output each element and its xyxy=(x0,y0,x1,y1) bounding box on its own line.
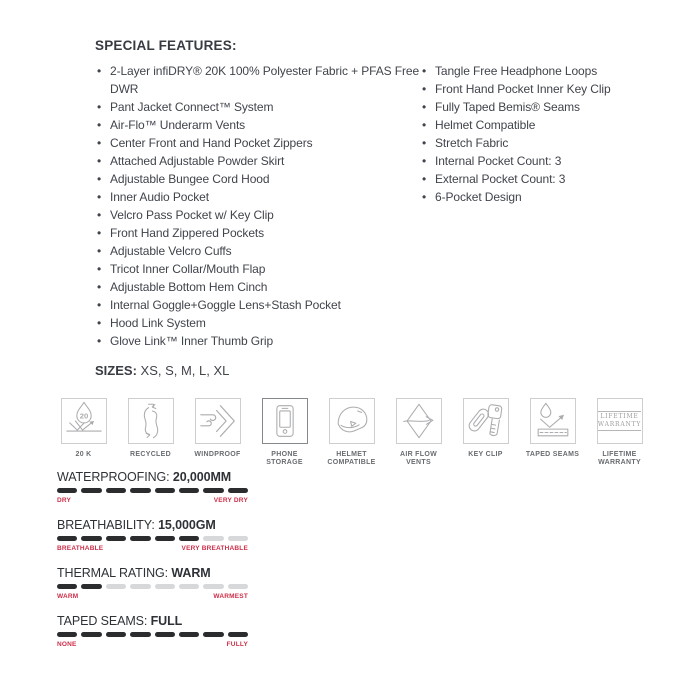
sizes-values: XS, S, M, L, XL xyxy=(136,363,230,378)
rating-segment xyxy=(81,584,101,589)
rating-segment xyxy=(106,584,126,589)
feature-item: • 2-Layer infiDRY® 20K 100% Polyester Fabric + PFAS Free DWR xyxy=(95,62,420,98)
icon-cell-20k xyxy=(50,398,117,467)
rating-segment xyxy=(57,632,77,637)
rating-segment xyxy=(81,632,101,637)
icon-label-key-clip: KEY CLIP xyxy=(468,451,503,458)
rating-segment xyxy=(228,536,248,541)
rating-waterproofing xyxy=(57,470,248,504)
rating-max-label: FULLY xyxy=(226,641,248,648)
feature-item: • Attached Adjustable Powder Skirt xyxy=(95,152,420,170)
rating-segment xyxy=(130,584,150,589)
rating-segment xyxy=(81,536,101,541)
rating-value: WARM xyxy=(171,566,211,580)
icon-label-helmet: HELMET COMPATIBLE xyxy=(327,451,376,466)
rating-segment xyxy=(130,488,150,493)
icon-label-recycled: RECYCLED xyxy=(130,451,171,458)
icon-label-air-flow: AIR FLOW VENTS xyxy=(399,451,437,466)
rating-segment xyxy=(57,584,77,589)
rating-segment xyxy=(155,584,175,589)
icon-cell-phone-storage xyxy=(251,398,318,467)
lifetime-warranty-icon xyxy=(597,398,643,444)
sizes-label: SIZES: xyxy=(95,363,137,378)
rating-label: TAPED SEAMS: xyxy=(57,614,151,628)
rating-title xyxy=(57,470,248,484)
waterproof-20k-icon xyxy=(61,398,107,444)
feature-list-right xyxy=(420,62,650,350)
rating-segment xyxy=(106,632,126,637)
icon-cell-windproof xyxy=(184,398,251,467)
rating-segment xyxy=(155,632,175,637)
rating-bar xyxy=(57,584,248,589)
icon-cell-taped-seams xyxy=(519,398,586,467)
lifetime-warranty-badge-line1: LIFETIME xyxy=(598,411,641,421)
rating-min-label: DRY xyxy=(57,497,72,504)
rating-segment xyxy=(155,488,175,493)
rating-max-label: WARMEST xyxy=(213,593,248,600)
feature-item: • Front Hand Pocket Inner Key Clip xyxy=(420,80,650,98)
rating-title xyxy=(57,566,248,580)
rating-scale xyxy=(57,497,248,504)
sizes-line xyxy=(95,363,229,378)
feature-item: • Internal Goggle+Goggle Lens+Stash Pocket xyxy=(95,296,420,314)
special-features-heading: SPECIAL FEATURES: xyxy=(95,38,237,53)
rating-segment xyxy=(106,536,126,541)
recycled-icon xyxy=(128,398,174,444)
icon-label-lifetime-warranty: LIFETIME WARRANTY xyxy=(598,451,641,466)
feature-item: • Front Hand Zippered Pockets xyxy=(95,224,420,242)
key-clip-icon xyxy=(463,398,509,444)
rating-segment xyxy=(228,632,248,637)
icon-label-taped-seams: TAPED SEAMS xyxy=(525,451,580,458)
lifetime-warranty-badge xyxy=(598,411,641,431)
icon-cell-recycled xyxy=(117,398,184,467)
rating-value: 20,000MM xyxy=(172,470,232,484)
rating-segment xyxy=(155,536,175,541)
icon-label-20k: 20 K xyxy=(75,451,92,458)
rating-label: BREATHABILITY: xyxy=(57,518,159,532)
feature-item: • Pant Jacket Connect™ System xyxy=(95,98,420,116)
taped-seams-icon xyxy=(530,398,576,444)
rating-segment xyxy=(81,488,101,493)
icon-cell-key-clip xyxy=(452,398,519,467)
phone-storage-icon xyxy=(262,398,308,444)
feature-item: • Hood Link System xyxy=(95,314,420,332)
rating-bar xyxy=(57,632,248,637)
rating-value: 15,000GM xyxy=(158,518,216,532)
feature-item: • Tricot Inner Collar/Mouth Flap xyxy=(95,260,420,278)
rating-title xyxy=(57,614,248,628)
feature-item: • 6-Pocket Design xyxy=(420,188,650,206)
icon-cell-lifetime-warranty xyxy=(586,398,653,467)
icon-label-phone-storage: PHONE STORAGE xyxy=(266,451,303,466)
rating-min-label: BREATHABLE xyxy=(57,545,104,552)
rating-scale xyxy=(57,593,248,600)
feature-item: • Glove Link™ Inner Thumb Grip xyxy=(95,332,420,350)
rating-label: THERMAL RATING: xyxy=(57,566,172,580)
feature-item: • Internal Pocket Count: 3 xyxy=(420,152,650,170)
rating-segment xyxy=(179,584,199,589)
rating-segment xyxy=(57,536,77,541)
rating-bar xyxy=(57,488,248,493)
rating-segment xyxy=(179,632,199,637)
droplet-20-text: 20 xyxy=(79,411,88,421)
feature-item: • Fully Taped Bemis® Seams xyxy=(420,98,650,116)
rating-scale xyxy=(57,641,248,648)
rating-bar xyxy=(57,536,248,541)
feature-item: • External Pocket Count: 3 xyxy=(420,170,650,188)
lifetime-warranty-badge-line2: WARRANTY xyxy=(598,421,641,431)
rating-title xyxy=(57,518,248,532)
rating-min-label: NONE xyxy=(57,641,77,648)
icon-cell-helmet xyxy=(318,398,385,467)
rating-scale xyxy=(57,545,248,552)
rating-label: WATERPROOFING: xyxy=(57,470,173,484)
rating-max-label: VERY BREATHABLE xyxy=(181,545,248,552)
rating-meters xyxy=(57,470,248,662)
rating-max-label: VERY DRY xyxy=(213,497,248,504)
rating-segment xyxy=(179,536,199,541)
rating-segment xyxy=(130,536,150,541)
feature-item: • Tangle Free Headphone Loops xyxy=(420,62,650,80)
rating-taped-seams xyxy=(57,614,248,648)
rating-segment xyxy=(203,488,223,493)
feature-item: • Stretch Fabric xyxy=(420,134,650,152)
rating-segment xyxy=(203,584,223,589)
rating-segment xyxy=(228,488,248,493)
feature-list-left xyxy=(95,62,420,350)
rating-segment xyxy=(106,488,126,493)
icon-label-windproof: WINDPROOF xyxy=(194,451,241,458)
helmet-compatible-icon xyxy=(329,398,375,444)
windproof-icon xyxy=(195,398,241,444)
rating-segment xyxy=(57,488,77,493)
rating-segment xyxy=(179,488,199,493)
feature-item: • Inner Audio Pocket xyxy=(95,188,420,206)
feature-item: • Air-Flo™ Underarm Vents xyxy=(95,116,420,134)
feature-item: • Velcro Pass Pocket w/ Key Clip xyxy=(95,206,420,224)
rating-min-label: WARM xyxy=(57,593,79,600)
rating-segment xyxy=(228,584,248,589)
tech-icon-row xyxy=(50,398,653,467)
feature-item: • Adjustable Bottom Hem Cinch xyxy=(95,278,420,296)
rating-value: FULL xyxy=(150,614,183,628)
icon-cell-air-flow xyxy=(385,398,452,467)
feature-item: • Adjustable Bungee Cord Hood xyxy=(95,170,420,188)
rating-breathability xyxy=(57,518,248,552)
feature-item: • Helmet Compatible xyxy=(420,116,650,134)
feature-item: • Adjustable Velcro Cuffs xyxy=(95,242,420,260)
air-flow-vents-icon xyxy=(396,398,442,444)
rating-thermal xyxy=(57,566,248,600)
special-features-columns xyxy=(95,62,650,350)
rating-segment xyxy=(203,536,223,541)
rating-segment xyxy=(203,632,223,637)
rating-segment xyxy=(130,632,150,637)
feature-item: • Center Front and Hand Pocket Zippers xyxy=(95,134,420,152)
